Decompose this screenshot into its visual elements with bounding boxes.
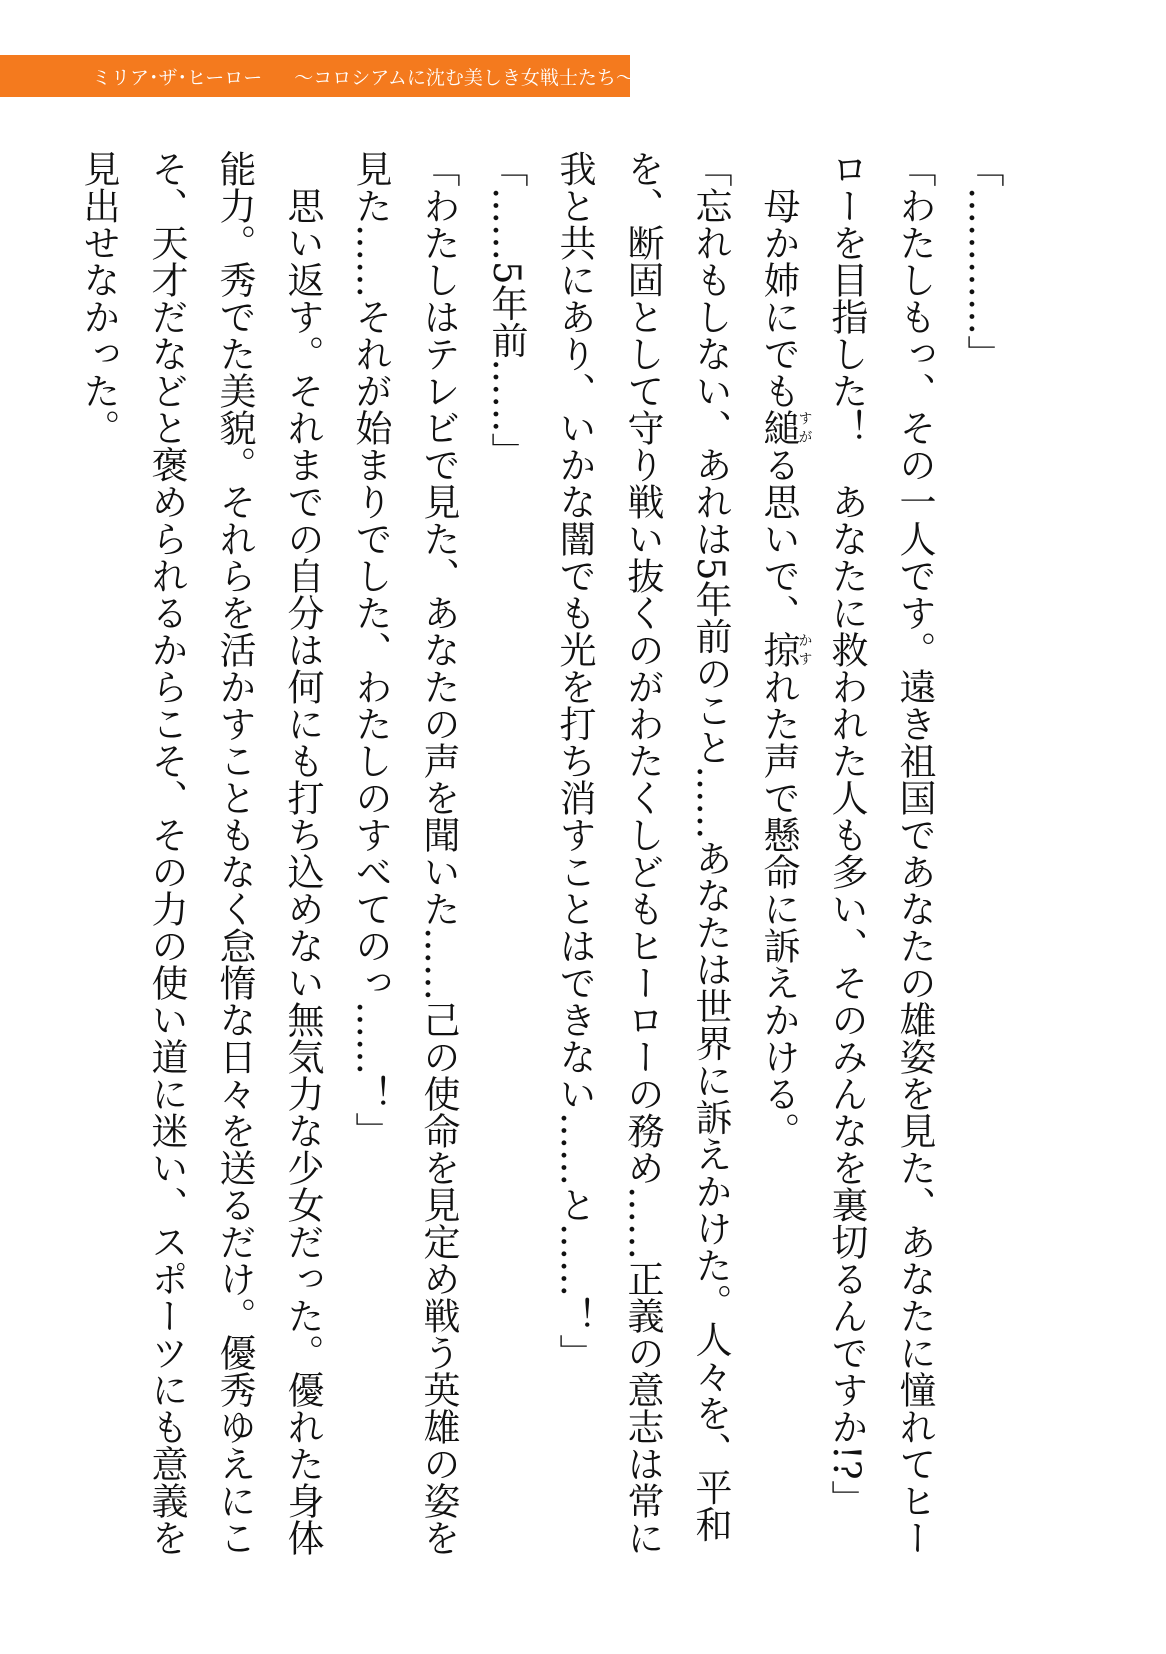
paragraph bbox=[744, 150, 812, 1580]
ruby-base: 縋 bbox=[757, 409, 800, 446]
paragraph bbox=[64, 150, 336, 1580]
paragraph bbox=[336, 150, 472, 1580]
paragraph bbox=[472, 150, 540, 1580]
text-run: 「……5年前……」 bbox=[485, 150, 528, 470]
series-title: ミリア･ザ･ヒーロー bbox=[92, 66, 263, 89]
ruby-annotation bbox=[757, 631, 813, 668]
ruby-reading: すが bbox=[796, 409, 813, 446]
vertical-body-text bbox=[64, 150, 1016, 1580]
text-run: 「…………」 bbox=[961, 150, 1004, 372]
paragraph bbox=[948, 150, 1016, 1580]
ruby-annotation bbox=[757, 409, 813, 446]
text-run: る思いで、 bbox=[757, 446, 800, 631]
text-run: 「忘れもしない、あれは5年前のこと……あなたは世界に訴えかけた。人々を、平和を、断固として守り戦い抜くのがわたくしどもヒーローの務め……正義の意志は常に我と共にあり、いかな闇でも光を打ち消すことはできない……と……！」 bbox=[553, 150, 732, 1556]
series-subtitle: ～コロシアムに沈む美しき女戦士たち～ bbox=[294, 66, 635, 89]
text-run: 「わたしはテレビで見た、あなたの声を聞いた……己の使命を見定め戦う英雄の姿を見た……それが始まりでした、わたしのすべてのっ……！」 bbox=[349, 150, 460, 1556]
paragraph bbox=[540, 150, 744, 1580]
text-run: れた声で懸命に訴えかける。 bbox=[757, 668, 800, 1149]
text-run: 思い返す。それまでの自分は何にも打ち込めない無気力な少女だった。優れた身体能力。秀でた美貌。それらを活かすこともなく怠惰な日々を送るだけ。優秀ゆえにこそ、天才だなどと褒められるからこそ、その力の使い道に迷い、スポーツにも意義を見出せなかった。 bbox=[77, 150, 324, 1556]
ruby-base: 掠 bbox=[757, 631, 800, 668]
text-run: 「わたしもっ、その一人です。遠き祖国であなたの雄姿を見た、あなたに憧れてヒーローを目指した！ あなたに救われた人も多い、そのみんなを裏切るんですか!?」 bbox=[825, 150, 936, 1556]
text-run: 母か姉にでも bbox=[757, 187, 800, 409]
running-header bbox=[0, 55, 635, 97]
ruby-reading: かす bbox=[796, 631, 813, 668]
paragraph bbox=[812, 150, 948, 1580]
